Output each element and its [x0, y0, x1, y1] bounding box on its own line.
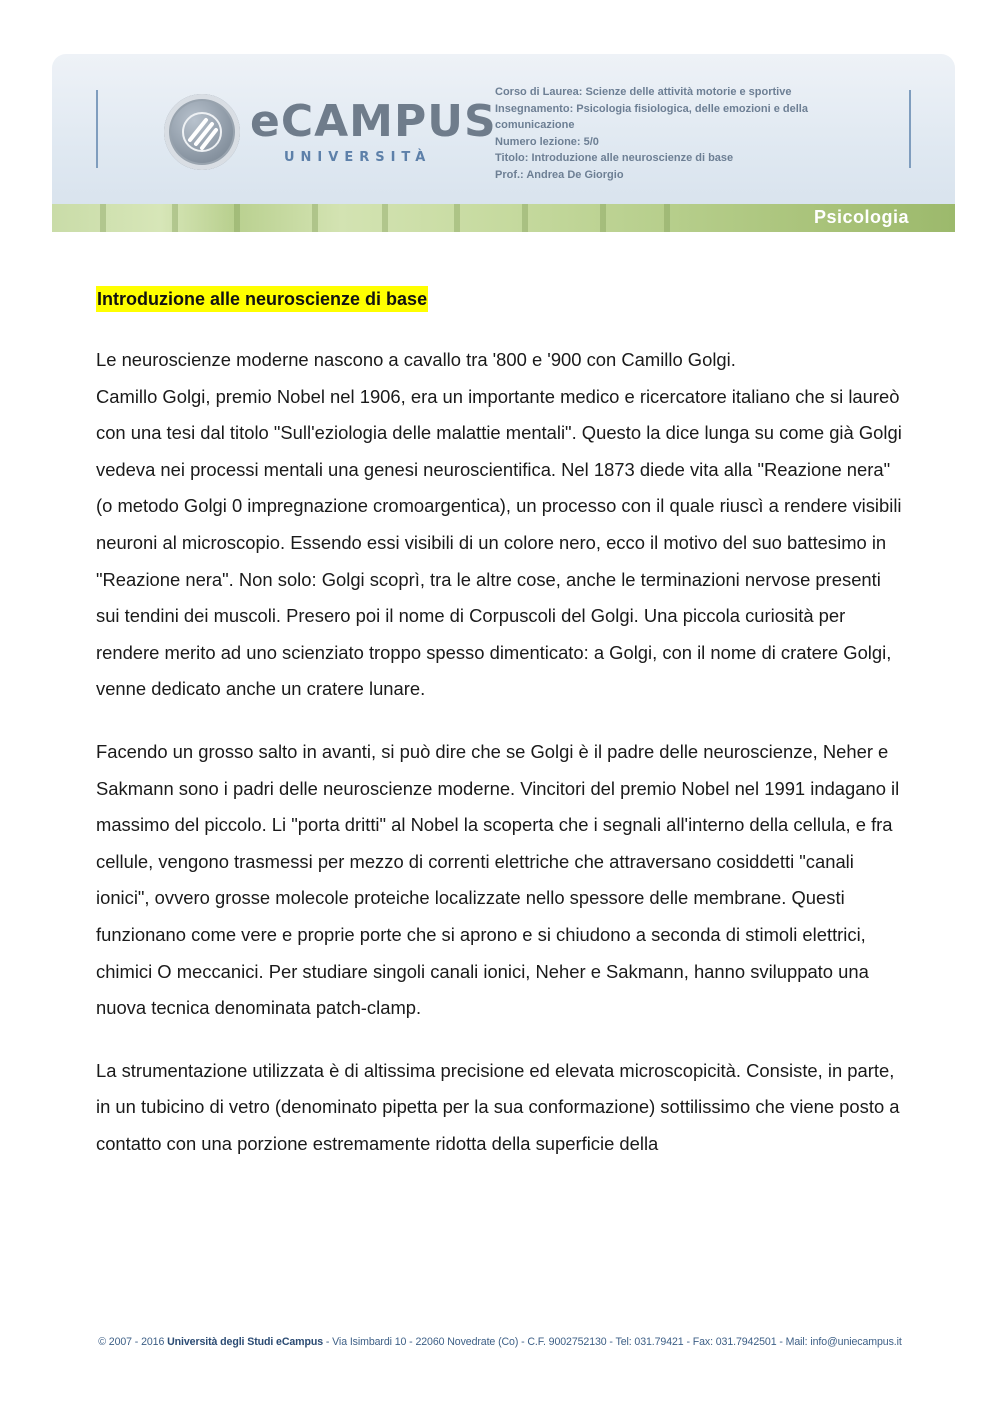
- course-info: [495, 84, 875, 183]
- document-header: [52, 54, 955, 232]
- paragraph-3: Facendo un grosso salto in avanti, si può dire che se Golgi è il padre delle neuroscienze, Neher e Sakmann sono i padri delle neuroscienze moderne. Vincitori del premio Nobel nel 1991 indagano il massimo del piccolo. Li "porta dritti" al Nobel la scoperta che i segnali all'interno della cellula, e fra cellule, vengono trasmessi per mezzo di correnti elettriche che attraversano cosiddetti "canali ionici", ovvero grosse molecole proteiche localizzate nello spessore delle membrane. Questi funzionano come vere e proprie porte che si aprono e si chiudono a seconda di stimoli elettrici, chimici O meccanici. Per studiare singoli canali ionici, Neher e Sakmann, hanno sviluppato una nuova tecnica denominata patch-clamp.: [96, 740, 900, 1019]
- teaching-name: Insegnamento: Psicologia fisiologica, delle emozioni e della comunicazione: [495, 102, 808, 131]
- footer-copyright: © 2007 - 2016: [98, 1336, 165, 1348]
- page-footer: [0, 1336, 1000, 1348]
- header-divider-right: [909, 90, 911, 168]
- paragraph-2: Camillo Golgi, premio Nobel nel 1906, era un importante medico e ricercatore italiano che si laureò con una tesi dal titolo "Sull'eziologia delle malattie mentali". Questo la dice lunga su come già Golgi vedeva nei processi mentali una genesi neuroscientifica. Nel 1873 diede vita alla "Reazione nera" (o metodo Golgi 0 impregnazione cromoargentica), un processo con il quale riuscì a rendere visibili neuroni al microscopio. Essendo essi visibili di un colore nero, ecco il motivo del suo battesimo in "Reazione nera". Non solo: Golgi scoprì, tra le altre cose, anche le terminazioni nervose presenti sui tendini dei muscoli. Presero poi il nome di Corpuscoli del Golgi. Una piccola curiosità per rendere merito ad uno scienziato troppo spesso dimenticato: a Golgi, con il nome di cratere Golgi, venne dedicato anche un cratere lunare.: [96, 385, 902, 700]
- paragraph-4: La strumentazione utilizzata è di altissima precisione ed elevata microscopicità. Consiste, in parte, in un tubicino di vetro (denominato pipetta per la sua conformazione) sottilissimo che viene posto a contatto con una porzione estremamente ridotta della superficie della: [96, 1059, 900, 1154]
- lesson-title: Titolo: Introduzione alle neuroscienze di base: [495, 152, 734, 164]
- header-band: [52, 204, 955, 232]
- header-divider-left: [96, 90, 98, 168]
- subject-label: Psicologia: [813, 207, 909, 227]
- ecampus-logo-icon: [164, 94, 240, 170]
- lesson-number: Numero lezione: 5/0: [495, 135, 599, 148]
- professor-name: Prof.: Andrea De Giorgio: [495, 168, 624, 181]
- footer-details: - Via Isimbardi 10 - 22060 Novedrate (Co) - C.F. 9002752130 - Tel: 031.79421 - Fax: 031.7942501 - Mail: info@uniecampus.it: [323, 1336, 902, 1348]
- document-title: Introduzione alle neuroscienze di base: [96, 286, 428, 312]
- paragraph-1: Le neuroscienze moderne nascono a cavallo tra '800 e '900 con Camillo Golgi.: [96, 349, 736, 370]
- course-name: Corso di Laurea: Scienze delle attività motorie e sportive: [495, 86, 792, 98]
- logo-subtitle: UNIVERSITÀ: [284, 150, 432, 165]
- footer-university: Università degli Studi eCampus: [167, 1336, 324, 1348]
- logo-wordmark: eCAMPUS: [250, 96, 497, 147]
- document-body: [96, 286, 906, 1162]
